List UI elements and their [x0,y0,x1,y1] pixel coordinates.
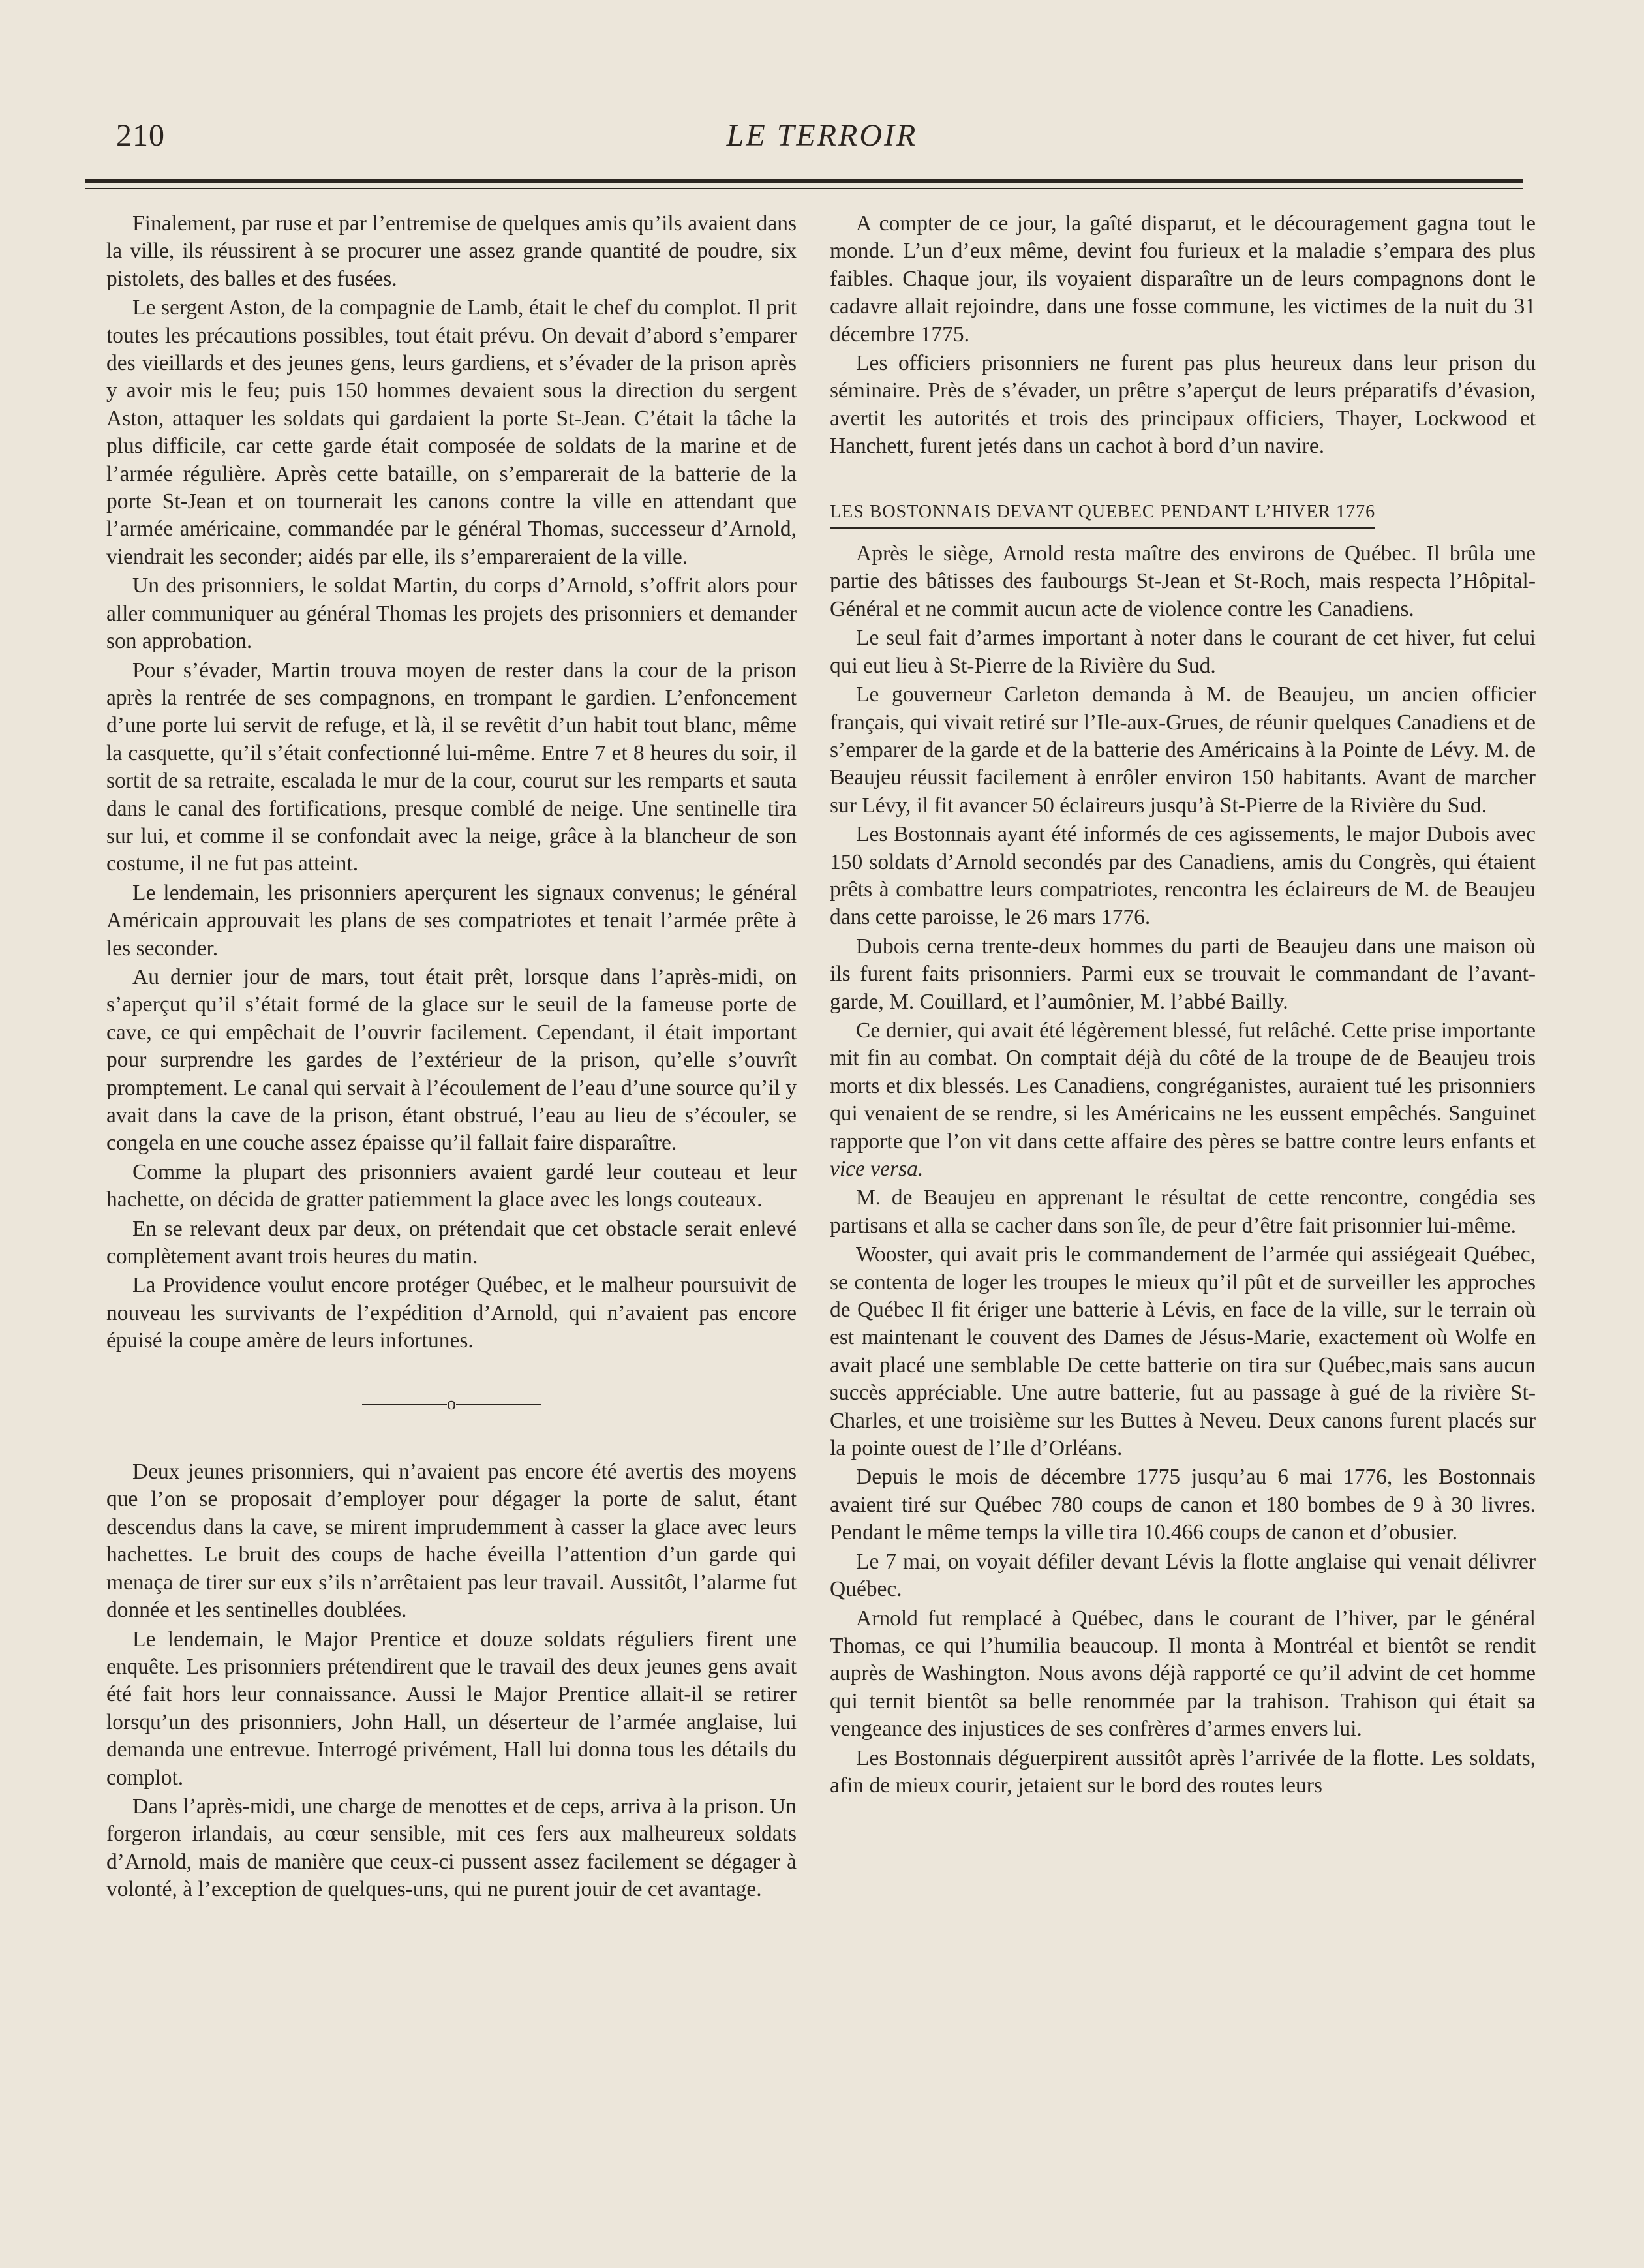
paragraph: Dubois cerna trente-deux hommes du parti de Beaujeu dans une maison où ils furent faits prisonniers. Parmi eux se trouvait le commandant de l’avant-garde, M. Couillard, et l’aumônier, M. l’abbé Bailly. [830,934,1536,1014]
separator-dash-left [362,1404,447,1405]
paragraph: Le lendemain, le Major Prentice et douze soldats réguliers firent une enquête. Les prisonniers prétendirent que le travail des deux jeunes gens avait été fait hors leur connaissance. Aussi le Major Prentice allait-il se retirer lorsqu’un des prisonniers, John Hall, un déserteur de l’armée anglaise, lui demanda une entrevue. Interrogé privément, Hall lui donna tous les détails du complot. [106,1627,797,1790]
paragraph: Le sergent Aston, de la compagnie de Lamb, était le chef du complot. Il prit toutes les précautions possibles, tout était prévu. On devait d’abord s’emparer des vieillards et des jeunes gens, leurs gardiens, et s’évader de la prison après y avoir mis le feu; puis 150 hommes devaient sous la direction du sergent Aston, attaquer les soldats qui gardaient la porte St-Jean. C’était la tâche la plus difficile, car cette garde était composée de soldats de la marine et de l’armée régulière. Après cette bataille, on s’emparerait de la batterie de la porte St-Jean et on tournerait les canons contre la ville en attendant que l’armée américaine, commandée par le général Thomas, successeur d’Arnold, viendrait les seconder; aidés par elle, ils s’empareraient de la ville. [106,296,797,569]
header-rule-thin [85,188,1523,189]
paragraph: Deux jeunes prisonniers, qui n’avaient pas encore été avertis des moyens que l’on se proposait d’employer pour dégager la porte de salut, étant descendus dans la cave, se mirent imprudemment à casser la glace avec leurs hachettes. Le bruit des coups de hache éveilla l’attention d’un garde qui menaça de tirer sur eux s’ils n’arrêtaient pas leur travail. Aussitôt, l’alarme fut donnée et les sentinelles doublées. [106,1460,797,1623]
paragraph: Le gouverneur Carleton demanda à M. de Beaujeu, un ancien officier français, qui vivait retiré sur l’Ile-aux-Grues, de réunir quelques Canadiens et de s’emparer de la garde et de la batterie des Américains à la Pointe de Lévy. M. de Beaujeu réussit facilement à enrôler environ 150 habitants. Avant de marcher sur Lévy, il fit avancer 50 éclaireurs jusqu’à St-Pierre de la Rivière du Sud. [830,682,1536,818]
section-heading-wrapper [830,497,1536,529]
paragraph: M. de Beaujeu en apprenant le résultat de cette rencontre, congédia ses partisans et alla se cacher dans son île, de peur d’être fait prisonnier lui-même. [830,1186,1536,1238]
separator-dash-right [456,1404,541,1405]
left-column [106,210,797,1904]
paragraph: Après le siège, Arnold resta maître des environs de Québec. Il brûla une partie des bâtisses des faubourgs St-Jean et St-Roch, mais respecta l’Hôpital-Général et ne commit aucun acte de violence contre les Canadiens. [830,542,1536,621]
paragraph-text: Ce dernier, qui avait été légèrement blessé, fut relâché. Cette prise importante mit fin au combat. On comptait déjà du côté de la troupe de de Beaujeu trois morts et dix blessés. Les Canadiens, congréganistes, auraient tué les prisonniers qui venaient de se rendre, si les Américains ne les eussent empêchés. Sanguinet rapporte que l’on vit dans cette affaire des pères se battre contre leurs enfants et [830,1018,1536,1154]
section-separator [106,1390,797,1418]
page-number: 210 [116,118,165,153]
paragraph: Le seul fait d’armes important à noter dans le courant de cet hiver, fut celui qui eut lieu à St-Pierre de la Rivière du Sud. [830,626,1536,678]
paragraph: A compter de ce jour, la gaîté disparut, et le découragement gagna tout le monde. L’un d’eux même, devint fou furieux et la maladie s’empara des plus faibles. Chaque jour, ils voyaient disparaître un de leurs compagnons dont le cadavre allait rejoindre, dans une fosse commune, les victimes de la nuit du 31 décembre 1775. [830,211,1536,346]
paragraph: Finalement, par ruse et par l’entremise de quelques amis qu’ils avaient dans la ville, ils réussirent à se procurer une assez grande quantité de poudre, six pistolets, des balles et des fusées. [106,211,797,291]
paragraph: Depuis le mois de décembre 1775 jusqu’au 6 mai 1776, les Bostonnais avaient tiré sur Québec 780 coups de canon et 180 bombes de 9 à 30 livres. Pendant le même temps la ville tira 10.466 coups de canon et d’obusier. [830,1465,1536,1545]
header-rule-thick [85,179,1523,183]
paragraph: Un des prisonniers, le soldat Martin, du corps d’Arnold, s’offrit alors pour aller communiquer au général Thomas les projets des prisonniers et demander son approbation. [106,574,797,654]
running-title: LE TERROIR [726,118,918,153]
paragraph: Le 7 mai, on voyait défiler devant Lévis la flotte anglaise qui venait délivrer Québec. [830,1549,1536,1602]
paragraph: Les Bostonnais déguerpirent aussitôt après l’arrivée de la flotte. Les soldats, afin de mieux courir, jetaient sur le bord des routes leurs [830,1745,1536,1798]
paragraph-with-italic [830,1017,1536,1183]
separator-mark: o [447,1393,456,1414]
paragraph: Arnold fut remplacé à Québec, dans le courant de l’hiver, par le général Thomas, ce qui l’humilia beaucoup. Il monta à Montréal et bientôt se rendit auprès de Washington. Nous avons déjà rapporté ce qu’il advint de cet homme qui ternit bientôt sa belle renommée par la trahison. Trahison qui était sa vengeance des injustices de ses confrères d’armes envers lui. [830,1606,1536,1741]
paragraph: Comme la plupart des prisonniers avaient gardé leur couteau et leur hachette, on décida de gratter patiemment la glace avec les longs couteaux. [106,1159,797,1212]
paragraph: Au dernier jour de mars, tout était prêt, lorsque dans l’après-midi, on s’aperçut qu’il s’était formé de la glace sur le seuil de la fameuse porte de cave, ce qui empêchait de l’ouvrir facilement. Cependant, il était important pour surprendre les gardes de l’extérieur de la prison, qu’elle s’ouvrît promptement. Le canal qui servait à l’écoulement de l’eau d’une source qu’il y avait dans la cave de la prison, étant obstrué, l’eau au lieu de s’écouler, se congela en une couche assez épaisse qu’il fallait faire disparaître. [106,964,797,1156]
paragraph: Le lendemain, les prisonniers aperçurent les signaux convenus; le général Américain approuvait les plans de ses compatriotes et tenait l’armée prête à les seconder. [106,880,797,960]
paragraph: En se relevant deux par deux, on prétendait que cet obstacle serait enlevé complètement avant trois heures du matin. [106,1216,797,1269]
paragraph: La Providence voulut encore protéger Québec, et le malheur poursuivit de nouveau les survivants de l’expédition d’Arnold, qui n’avaient pas encore épuisé la coupe amère de leurs infortunes. [106,1273,797,1353]
paragraph: Wooster, qui avait pris le commandement de l’armée qui assiégeait Québec, se contenta de loger les troupes le mieux qu’il pût et de surveiller les approches de Québec Il fit ériger une batterie à Lévis, en face de la ville, sur le terrain où est maintenant le couvent des Dames de Jésus-Marie, exactement où Wolfe en avait placé une semblable De cette batterie on tira sur Québec,mais sans aucun succès appréciable. Une autre batterie, fut au passage à gué de la rivière St-Charles, et une troisième sur les Buttes à Neveu. Deux canons furent placés sur la pointe ouest de l’Ile d’Orléans. [830,1242,1536,1461]
italic-phrase: vice versa. [830,1157,924,1181]
right-column [830,210,1536,1800]
paragraph: Pour s’évader, Martin trouva moyen de rester dans la cour de la prison après la rentrée de ses compagnons, en trompant le gardien. L’enfoncement d’une porte lui servit de refuge, et là, il se revêtit d’un habit tout blanc, même la casquette, qu’il s’était confectionné lui-même. Entre 7 et 8 heures du soir, il sortit de sa retraite, escalada le mur de la cour, courut sur les remparts et sauta dans le canal des fortifications, presque comblé de neige. Une sentinelle tira sur lui, et comme il se confondait avec la neige, grâce à la blancheur de son costume, il ne fut pas atteint. [106,658,797,876]
paragraph: Les officiers prisonniers ne furent pas plus heureux dans leur prison du séminaire. Près de s’évader, un prêtre s’aperçut de leurs préparatifs d’évasion, avertit les autorités et trois des principaux officiers, Thayer, Lockwood et Hanchett, furent jetés dans un cachot à bord d’un navire. [830,351,1536,459]
section-heading: LES BOSTONNAIS DEVANT QUEBEC PENDANT L’HIVER 1776 [830,498,1375,529]
paragraph: Dans l’après-midi, une charge de menottes et de ceps, arriva à la prison. Un forgeron irlandais, au cœur sensible, mit ces fers aux malheureux soldats d’Arnold, mais de manière que ceux-ci pussent assez facilement se dégager à volonté, à l’exception de quelques-uns, qui ne purent jouir de cet avantage. [106,1794,797,1902]
paragraph: Les Bostonnais ayant été informés de ces agissements, le major Dubois avec 150 soldats d’Arnold secondés par des Canadiens, amis du Congrès, qui étaient prêts à combattre leurs compatriotes, rencontra les éclaireurs de M. de Beaujeu dans cette paroisse, le 26 mars 1776. [830,822,1536,930]
